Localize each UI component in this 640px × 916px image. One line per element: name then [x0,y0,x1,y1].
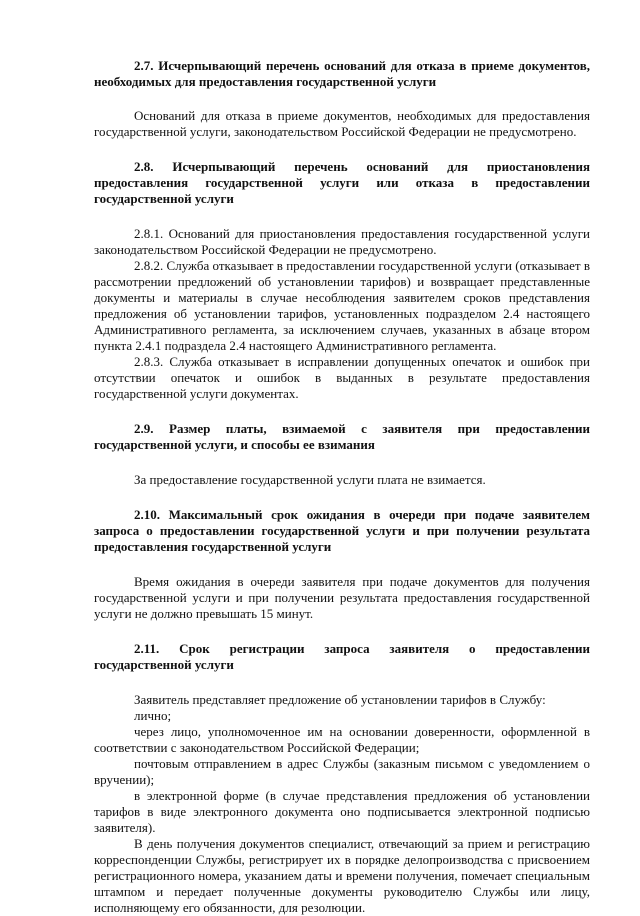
paragraph: в электронной форме (в случае представления предложения об установлении тарифов в виде электронного документа оно подписывается электронной подписью заявителя). [94,788,590,835]
paragraph: 2.8.2. Служба отказывает в предоставлении государственной услуги (отказывает в рассмотрении предложений об установлении тарифов) и возвращает представленные документы и материалы в случае несоблюдения заявителем сроков представления предложения об установлении тарифов, установленных подразделом 2.4 настоящего Административного регламента, за исключением случаев, указанных в абзаце втором пункта 2.4.1 подраздела 2.4 настоящего Административного регламента. [94,258,590,353]
paragraph: почтовым отправлением в адрес Службы (заказным письмом с уведомлением о вручении); [94,756,590,787]
document-page [94,58,590,916]
paragraph: В день получения документов специалист, отвечающий за прием и регистрацию корреспонденции Службы, регистрирует их в порядке делопроизводства с присвоением регистрационного номера, указанием даты и времени получения, помечает специальным штампом и передает полученные документы руководителю Службы или лицу, исполняющему его обязанности, для резолюции. [94,836,590,915]
paragraph: 2.8.3. Служба отказывает в исправлении допущенных опечаток и ошибок при отсутствии опечаток и ошибок в выданных в результате предоставления государственной услуги документах. [94,354,590,401]
section-2-11 [94,641,590,916]
paragraph: лично; [134,708,172,723]
paragraph: через лицо, уполномоченное им на основании доверенности, оформленной в соответствии с законодательством Российской Федерации; [94,724,590,755]
paragraph: Оснований для отказа в приеме документов, необходимых для предоставления государственной услуги, законодательством Российской Федерации не предусмотрено. [94,108,590,139]
paragraph: Заявитель представляет предложение об установлении тарифов в Службу: [134,692,546,707]
section-heading: 2.8. Исчерпывающий перечень оснований для приостановления предоставления государственной услуги или отказа в предоставлении государственной услуги [94,159,590,206]
paragraph: Время ожидания в очереди заявителя при подаче документов для получения государственной услуги и при получении результата предоставления государственной услуги не должно превышать 15 минут. [94,574,590,621]
section-2-7 [94,58,590,140]
section-heading: 2.9. Размер платы, взимаемой с заявителя при предоставлении государственной услуги, и способы ее взимания [94,421,590,452]
paragraph: 2.8.1. Оснований для приостановления предоставления государственной услуги законодательством Российской Федерации не предусмотрено. [94,226,590,257]
section-heading: 2.10. Максимальный срок ожидания в очереди при подаче заявителем запроса о предоставлении государственной услуги и при получении результата предоставления государственной услуги [94,507,590,554]
section-2-9 [94,421,590,488]
paragraph: За предоставление государственной услуги плата не взимается. [134,472,486,487]
section-2-10 [94,507,590,622]
section-heading: 2.7. Исчерпывающий перечень оснований для отказа в приеме документов, необходимых для предоставления государственной услуги [94,58,590,89]
section-heading: 2.11. Срок регистрации запроса заявителя о предоставлении государственной услуги [94,641,590,672]
section-2-8 [94,159,590,402]
